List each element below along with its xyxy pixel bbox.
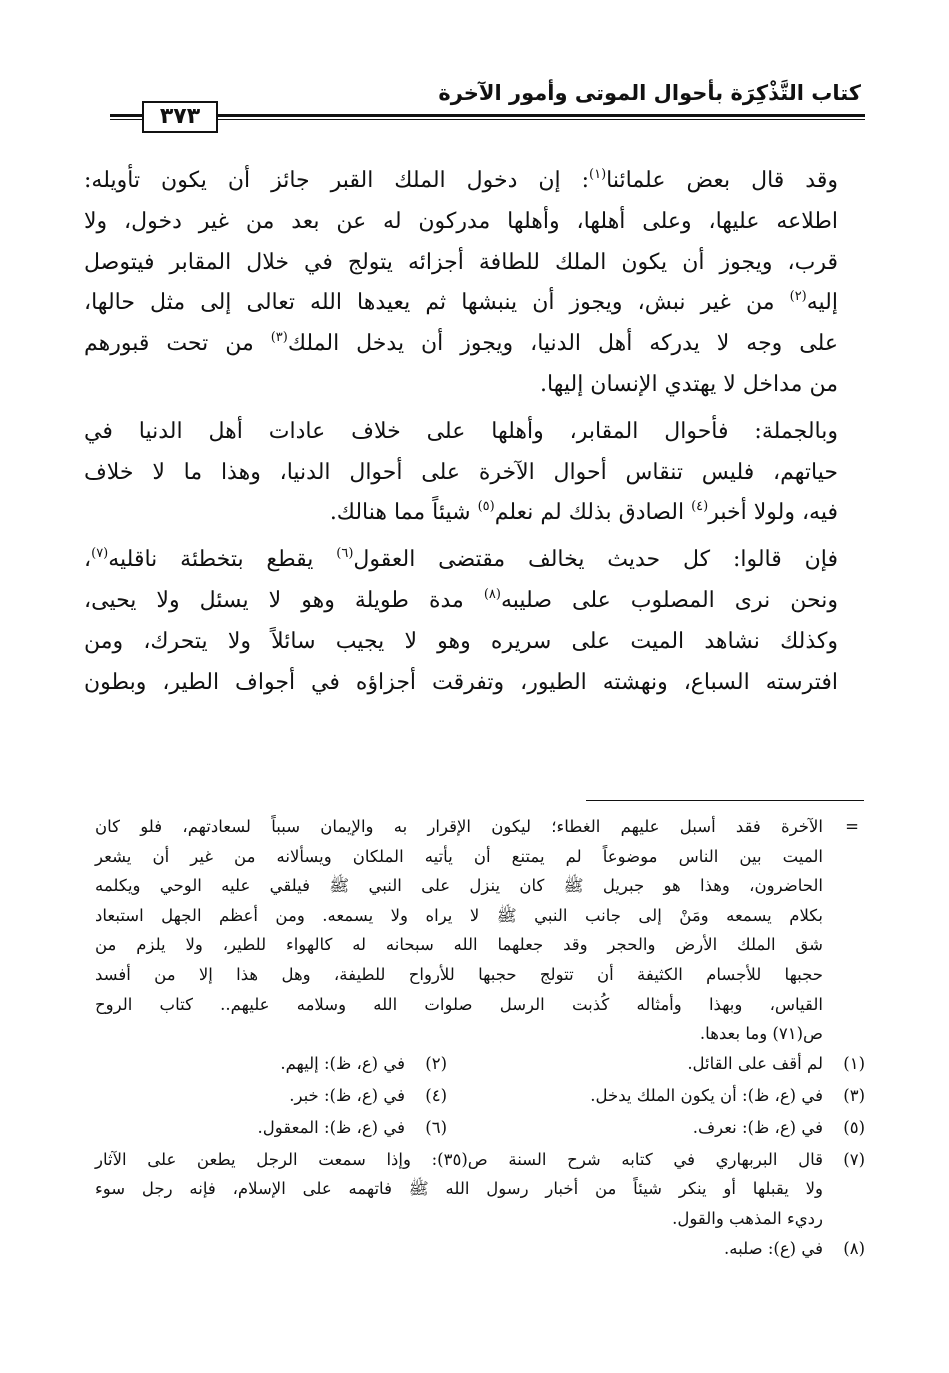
footnote-line: القياس، وبهذا وأمثاله كُذبت الرسل صلوات الله وسلامه عليهم.. كتاب الروح <box>95 994 823 1014</box>
text-line: وكذلك نشاهد الميت على سريره وهو لا يجيب سائلاً ولا يتحرك، ومن <box>84 628 838 654</box>
text-line: افترسته السباع، ونهشته الطيور، وتفرقت أجزاؤه في أجواف الطير، وبطون <box>84 669 838 695</box>
footnote-4: (٤)في (ع، ظ): خبر. <box>289 1081 447 1111</box>
footnote-ref[interactable]: (٢) <box>789 289 807 305</box>
footnote-line: ص(٧١) وما بعدها. <box>699 1024 823 1044</box>
footnote-continuation <box>95 812 865 1049</box>
footnote-separator <box>586 800 864 801</box>
footnote-number: (٦) <box>425 1117 447 1137</box>
text-line: فيه، ولولا أخبر$^{(٤)}$ الصادق بذلك لم نعلم$^{(٥)}$ شيئاً مما هنالك. <box>329 499 838 526</box>
footnotes <box>95 812 865 1266</box>
footnote-5: (٥)في (ع، ظ): نعرف. <box>693 1113 865 1143</box>
footnote-ref[interactable]: (١) <box>589 167 607 182</box>
footnote-row <box>95 1113 865 1145</box>
footnote-line: الميت بين الناس موضوعاً لم يمتنع أن يأتيه الملكان ويسألانه من غير أن يشعر <box>95 846 823 866</box>
footnote-number: (٤) <box>425 1085 447 1105</box>
text-line: اطلاعه عليها، وعلى أهلها، وأهلها مدركون له عن بعد من غير دخول، ولا <box>84 208 838 234</box>
footnote-line: بكلام يسمعه ومَنْ إلى جانب النبي ﷺ لا يراه ولا يسمعه. ومن أعظم الجهل استبعاد <box>95 905 823 925</box>
footnote-number: (٥) <box>843 1117 865 1137</box>
text-line: من مداخل لا يهتدي الإنسان إليها. <box>540 371 838 397</box>
footnote-line: شق الملك الأرض والحجر وقد جعلهما الله سبحانه له كالهواء للطير، ولا يلزم من <box>95 935 823 955</box>
paragraph-3 <box>84 540 864 703</box>
footnote-7 <box>95 1145 865 1234</box>
text-line: حياتهم، فليس تنقاس أحوال الآخرة على أحوال الدنيا، وهذا ما لا خلاف <box>84 459 838 485</box>
footnote-number: (١) <box>843 1053 865 1073</box>
footnote-line: رديء المذهب والقول. <box>672 1208 823 1228</box>
footnote-line: الحاضرون، وهذا هو جبريل ﷺ كان ينزل على النبي ﷺ فيلقي عليه الوحي ويكلمه <box>95 876 823 896</box>
footnote-row <box>95 1081 865 1113</box>
paragraph-1 <box>84 161 864 406</box>
text-line: قرب، ويجوز أن يكون الملك للطافة أجزائه يتولج في خلال المقابر فيتوصل <box>84 249 838 275</box>
footnote-8: (٨)في (ع): صلبه. <box>724 1234 865 1264</box>
footnote-3: (٣)في (ع، ظ): أن يكون الملك يدخل. <box>590 1081 865 1111</box>
text-line: فإن قالوا: كل حديث يخالف مقتضى العقول$^{(٦)}$ يقطع بتخطئة ناقليه$^{(٧)}$، <box>84 546 838 573</box>
footnote-number: (٣) <box>843 1085 865 1105</box>
running-title: كتاب التَّذْكِرَة بأحوال الموتى وأمور الآخرة <box>438 81 861 105</box>
footnote-line: حجبها للأجسام الكثيفة أن تتولج حجبها للأرواح للطيفة، وهل هذا إلا من أفسد <box>95 964 823 984</box>
text-line: على وجه لا يدركه أهل الدنيا، ويجوز أن يدخل الملك$^{(٣)}$ من تحت قبورهم <box>84 330 838 357</box>
footnote-ref[interactable]: (٧) <box>91 546 109 562</box>
main-text <box>84 161 864 709</box>
footnote-row <box>95 1234 865 1266</box>
footnote-number: (٧) <box>843 1149 865 1169</box>
footnote-line: قال البربهاري في كتابه شرح السنة ص(٣٥): وإذا سمعت الرجل يطعن على الآثار <box>95 1149 823 1169</box>
footnote-1: (١)لم أقف على القائل. <box>687 1049 865 1079</box>
footnote-row <box>95 1049 865 1081</box>
footnote-ref[interactable]: (٥) <box>477 499 495 515</box>
footnote-ref[interactable]: (٦) <box>336 546 354 562</box>
footnote-2: (٢)في (ع، ظ): إليهم. <box>280 1049 447 1079</box>
footnote-6: (٦)في (ع، ظ): المعقول. <box>258 1113 447 1143</box>
text-line: ونحن نرى المصلوب على صليبه$^{(٨)}$ مدة طويلة وهو لا يسئل ولا يحيى، <box>84 586 838 613</box>
footnote-line: ولا يقبلها أو ينكر شيئاً من أخبار رسول الله ﷺ فاتهمه على الإسلام، فإنه رجل سوء <box>95 1179 823 1199</box>
page-number: ٣٧٣ <box>142 101 218 133</box>
footnote-number: (٢) <box>425 1053 447 1073</box>
text-line: إليه$^{(٢)}$ من غير نبش، ويجوز أن ينبشها ثم يعيدها الله تعالى إلى مثل حالها، <box>84 289 838 316</box>
paragraph-2 <box>84 412 864 534</box>
text-line: وبالجملة: فأحوال المقابر، وأهلها على خلاف عادات أهل الدنيا في <box>84 418 838 444</box>
text-line: وقد قال بعض علمائنا$^{(١)}$: إن دخول الملك القبر جائز أن يكون تأويله: <box>84 167 838 193</box>
continuation-mark: = <box>845 817 859 836</box>
footnote-ref[interactable]: (٤) <box>691 499 709 515</box>
footnote-line: الآخرة فقد أسبل عليهم الغطاء؛ ليكون الإقرار به والإيمان سبباً لسعادتهم، فلو كان <box>95 817 823 836</box>
footnote-number: (٨) <box>843 1238 865 1258</box>
footnote-ref[interactable]: (٣) <box>270 330 288 346</box>
footnote-ref[interactable]: (٨) <box>483 586 501 602</box>
header-rule-thick <box>110 114 865 117</box>
header-rule-thin <box>110 119 865 120</box>
